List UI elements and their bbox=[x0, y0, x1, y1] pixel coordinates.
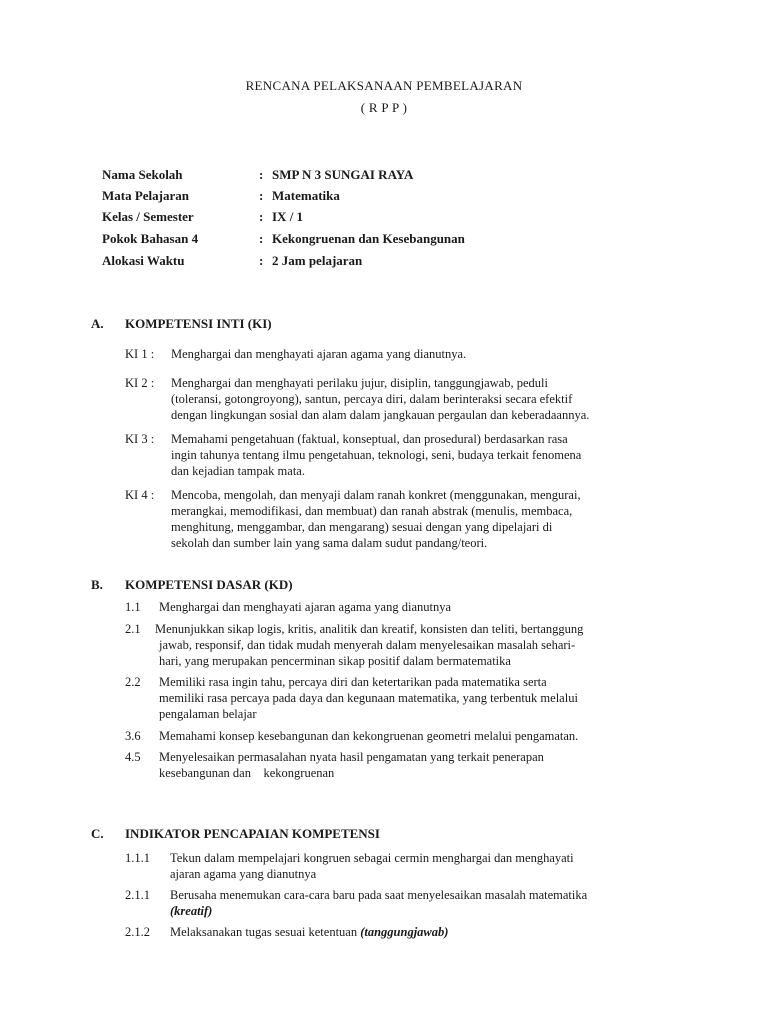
item-text-line: Berusaha menemukan cara-cara baru pada saat menyelesaikan masalah matematika bbox=[170, 888, 588, 902]
section-letter: C. bbox=[91, 826, 104, 841]
identity-label: Nama Sekolah bbox=[102, 167, 183, 182]
identity-label: Kelas / Semester bbox=[102, 209, 194, 224]
item-text-line: dan kejadian tampak mata. bbox=[171, 464, 305, 478]
identity-label: Alokasi Waktu bbox=[102, 253, 185, 268]
item-text-line: ajaran agama yang dianutnya bbox=[170, 867, 317, 881]
item-text-line: menghitung, menggambar, dan mengarang) sesuai dengan yang dipelajari di bbox=[171, 520, 553, 534]
identity-label: Mata Pelajaran bbox=[102, 188, 190, 203]
section-letter: A. bbox=[91, 316, 104, 331]
item-code: 2.1 bbox=[125, 622, 141, 636]
item-code: 3.6 bbox=[125, 729, 141, 743]
identity-value: 2 Jam pelajaran bbox=[272, 253, 363, 268]
item-text-line: Memahami konsep kesebangunan dan kekongruenan geometri melalui pengamatan. bbox=[159, 729, 579, 743]
section-title: KOMPETENSI INTI (KI) bbox=[125, 316, 272, 331]
item-text-line: Mencoba, mengolah, dan menyaji dalam ranah konkret (menggunakan, mengurai, bbox=[171, 488, 581, 502]
identity-value: SMP N 3 SUNGAI RAYA bbox=[272, 167, 414, 182]
identity-colon: : bbox=[259, 231, 264, 246]
document-subtitle: ( R P P ) bbox=[360, 100, 408, 115]
identity-colon: : bbox=[259, 188, 264, 203]
item-code: 2.1.2 bbox=[125, 925, 150, 939]
item-text-line: Memiliki rasa ingin tahu, percaya diri dan ketertarikan pada matematika serta bbox=[159, 675, 547, 689]
identity-colon: : bbox=[259, 167, 264, 182]
identity-colon: : bbox=[259, 253, 264, 268]
item-text-line: Menghargai dan menghayati perilaku jujur, disiplin, tanggungjawab, peduli bbox=[171, 376, 548, 390]
item-text-line: Tekun dalam mempelajari kongruen sebagai cermin menghargai dan menghayati bbox=[170, 851, 574, 865]
item-text-line: pengalaman belajar bbox=[159, 707, 257, 721]
identity-value: Matematika bbox=[272, 188, 340, 203]
item-text-line: kesebangunan dan kekongruenan bbox=[159, 766, 335, 780]
item-code: 1.1 bbox=[125, 600, 141, 614]
item-code: 1.1.1 bbox=[125, 851, 150, 865]
item-text-line: Menunjukkan sikap logis, kritis, analitik dan kreatif, konsisten dan teliti, bertanggung bbox=[155, 622, 584, 636]
item-text-line: ingin tahunya tentang ilmu pengetahuan, teknologi, seni, budaya terkait fenomena bbox=[171, 448, 582, 462]
identity-value: IX / 1 bbox=[272, 209, 304, 224]
item-emphasis: (tanggungjawab) bbox=[360, 925, 449, 939]
section-title: INDIKATOR PENCAPAIAN KOMPETENSI bbox=[125, 826, 380, 841]
item-code: KI 4 : bbox=[125, 488, 155, 502]
identity-colon: : bbox=[259, 209, 264, 224]
item-text-line: Menyelesaikan permasalahan nyata hasil pengamatan yang terkait penerapan bbox=[159, 750, 544, 764]
section-letter: B. bbox=[91, 577, 103, 592]
item-text-line: dengan lingkungan sosial dan alam dalam jangkauan pergaulan dan keberadaannya. bbox=[171, 408, 590, 422]
item-text-line: Melaksanakan tugas sesuai ketentuan bbox=[170, 925, 361, 939]
section-title: KOMPETENSI DASAR (KD) bbox=[125, 577, 293, 592]
item-text-line: (toleransi, gotongroyong), santun, percaya diri, dalam berinteraksi secara efektif bbox=[171, 392, 573, 406]
item-code: 2.1.1 bbox=[125, 888, 150, 902]
item-code: KI 3 : bbox=[125, 432, 155, 446]
item-text-line: jawab, responsif, dan tidak mudah menyerah dalam menyelesaikan masalah sehari- bbox=[159, 638, 576, 652]
identity-label: Pokok Bahasan 4 bbox=[102, 231, 199, 246]
item-text-line: merangkai, memodifikasi, dan membuat) dan ranah abstrak (menulis, membaca, bbox=[171, 504, 573, 518]
identity-value: Kekongruenan dan Kesebangunan bbox=[272, 231, 465, 246]
item-text-line: Menghargai dan menghayati ajaran agama yang dianutnya. bbox=[171, 347, 467, 361]
document-title: RENCANA PELAKSANAAN PEMBELAJARAN bbox=[245, 78, 523, 93]
item-text-line: Menghargai dan menghayati ajaran agama yang dianutnya bbox=[159, 600, 452, 614]
item-text-line: Memahami pengetahuan (faktual, konseptual, dan prosedural) berdasarkan rasa bbox=[171, 432, 568, 446]
item-text-line: memiliki rasa percaya pada daya dan kegunaan matematika, yang terbentuk melalui bbox=[159, 691, 578, 705]
item-code: 4.5 bbox=[125, 750, 141, 764]
item-code: 2.2 bbox=[125, 675, 141, 689]
item-code: KI 2 : bbox=[125, 376, 155, 390]
item-code: KI 1 : bbox=[125, 347, 155, 361]
item-text-line: hari, yang merupakan pencerminan sikap positif dalam bermatematika bbox=[159, 654, 511, 668]
item-text-line: sekolah dan sumber lain yang sama dalam sudut pandang/teori. bbox=[171, 536, 488, 550]
item-emphasis: (kreatif) bbox=[170, 904, 213, 918]
